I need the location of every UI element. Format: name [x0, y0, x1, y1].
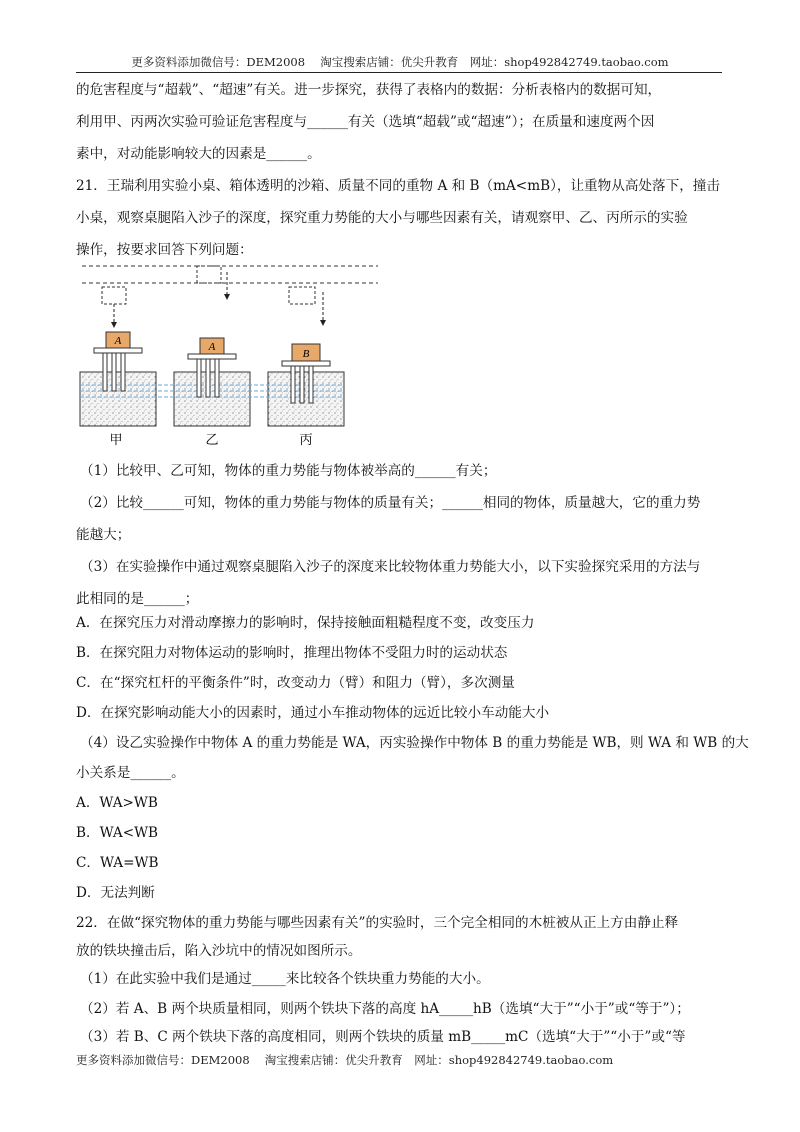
start-position-box-yi — [197, 266, 221, 283]
block-label: B — [302, 348, 310, 360]
option-d: D．在探究影响动能大小的因素时，通过小车推动物体的远近比较小车动能大小 — [76, 705, 550, 721]
option-a: A．在探究压力对滑动摩擦力的影响时，保持接触面粗糙程度不变，改变压力 — [76, 615, 535, 631]
page-footer: 更多资料添加微信号：DEM2008 淘宝搜索店铺：优尖升教育 网址：shop492842749.taobao.com — [76, 1053, 614, 1067]
caption-jia: 甲 — [109, 433, 123, 448]
question-21-stem: 21．王瑞利用实验小桌、箱体透明的沙箱、质量不同的重物 A 和 B（mA<mB），让重物从高处落下，撞击 — [76, 178, 720, 194]
option-c: C．WA=WB — [76, 855, 159, 871]
text-line: 的危害程度与“超载”、“超速”有关。进一步探究，获得了表格内的数据：分析表格内的数据可知， — [76, 82, 662, 98]
sand-box-bing — [268, 372, 344, 426]
text-line: （4）设乙实验操作中物体 A 的重力势能是 WA，丙实验操作中物体 B 的重力势能是 WB，则 WA 和 WB 的大 — [80, 735, 749, 751]
option-b: B．WA<WB — [76, 825, 159, 841]
text-line: （2）比较______可知，物体的重力势能与物体的质量有关；______相同的物体，质量越大，它的重力势 — [80, 495, 701, 511]
block-label: A — [208, 341, 216, 353]
option-d: D．无法判断 — [76, 885, 155, 901]
sand-box-jia — [80, 372, 156, 426]
text-line: 素中，对动能影响较大的因素是______。 — [76, 146, 321, 162]
text-line: （3）在实验操作中通过观察桌腿陷入沙子的深度来比较物体重力势能大小，以下实验探究采用的方法与 — [80, 559, 701, 575]
text-line: 小桌，观察桌腿陷入沙子的深度，探究重力势能的大小与哪些因素有关，请观察甲、乙、丙所示的实验 — [76, 210, 688, 226]
text-line: （3）若 B、C 两个铁块下落的高度相同，则两个铁块的质量 mB_____mC（选填“大于”“小于”或“等 — [80, 1029, 686, 1045]
table-top-bing — [282, 361, 330, 366]
page-header: 更多资料添加微信号：DEM2008 淘宝搜索店铺：优尖升教育 网址：shop492842749.taobao.com — [131, 55, 669, 69]
text-line: 操作，按要求回答下列问题： — [76, 242, 253, 258]
text-line: 放的铁块撞击后，陷入沙坑中的情况如图所示。 — [76, 943, 362, 959]
option-b: B．在探究阻力对物体运动的影响时，推理出物体不受阻力时的运动状态 — [76, 645, 508, 661]
text-line: 能越大； — [76, 527, 131, 543]
text-line: 利用甲、丙两次实验可验证危害程度与______有关（选填“超载”或“超速”）；在质量和速度两个因 — [76, 114, 655, 130]
text-line: 小关系是______。 — [76, 765, 185, 781]
experiment-figure — [76, 262, 386, 452]
text-line: （2）若 A、B 两个块质量相同，则两个铁块下落的高度 hA_____hB（选填“大于”“小于”或“等于”）； — [80, 1001, 690, 1017]
text-line: （1）在此实验中我们是通过_____来比较各个铁块重力势能的大小。 — [80, 971, 490, 987]
start-position-box-jia — [102, 287, 126, 304]
text-line: 此相同的是______； — [76, 591, 199, 607]
block-label: A — [114, 335, 122, 347]
question-22-stem: 22．在做“探究物体的重力势能与哪些因素有关”的实验时，三个完全相同的木桩被从正上方由静止释 — [76, 915, 679, 931]
table-top-yi — [188, 354, 236, 359]
text-line: （1）比较甲、乙可知，物体的重力势能与物体被举高的______有关； — [80, 463, 497, 479]
caption-yi: 乙 — [205, 433, 219, 448]
option-c: C．在“探究杠杆的平衡条件”时，改变动力（臂）和阻力（臂），多次测量 — [76, 675, 515, 691]
sand-box-yi — [174, 372, 250, 426]
start-position-box-bing — [289, 287, 315, 304]
header-rule — [76, 72, 722, 73]
option-a: A．WA>WB — [76, 795, 158, 811]
caption-bing: 丙 — [299, 433, 313, 448]
table-top-jia — [94, 348, 142, 353]
